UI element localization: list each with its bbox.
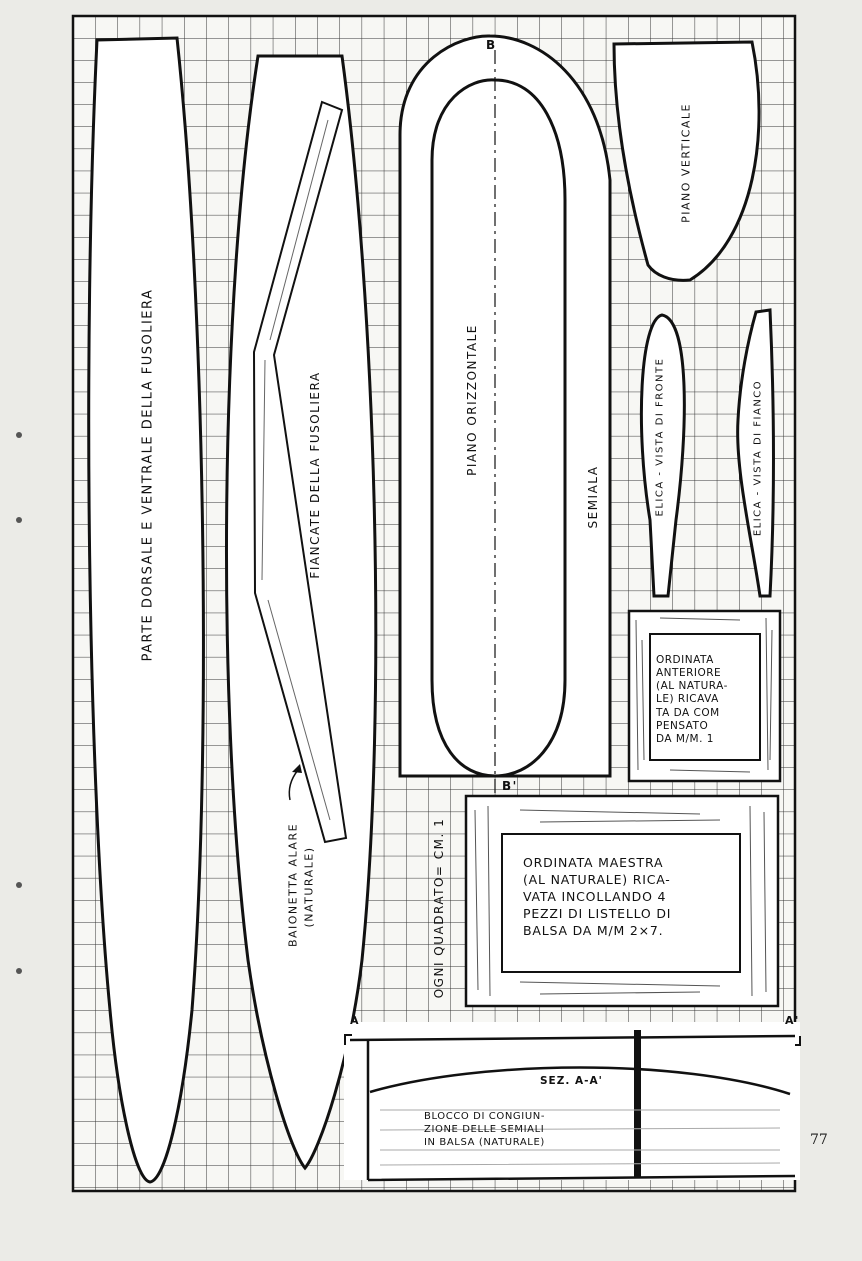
punch-hole [16, 882, 22, 888]
punch-hole [16, 517, 22, 523]
label-grid-scale: OGNI QUADRATO= CM. 1 [432, 817, 446, 999]
label-fuselage-sides: FIANCATE DELLA FUSOLIERA [308, 371, 322, 579]
main-former-caption: ORDINATA MAESTRA (AL NATURALE) RICA- VATA INCOLLANDO 4 PEZZI DI LISTELLO DI BALSA DA M/M 2×7. [523, 855, 672, 938]
marker-a-prime: A' [785, 1014, 800, 1027]
label-vertical-fin: PIANO VERTICALE [679, 103, 693, 223]
marker-a: A [350, 1014, 361, 1027]
label-propeller-front: ELICA - VISTA DI FRONTE [654, 357, 666, 517]
marker-b: B [486, 38, 497, 52]
label-horizontal-stabilizer: PIANO ORIZZONTALE [465, 324, 479, 476]
section-label: SEZ. A-A' [540, 1075, 603, 1087]
punch-hole [16, 968, 22, 974]
punch-hole [16, 432, 22, 438]
horizontal-stabilizer [432, 80, 565, 776]
label-half-wing: SEMIALA [586, 465, 600, 529]
label-bayonet: BAIONETTA ALARE [286, 822, 300, 948]
marker-b-prime: B' [502, 779, 518, 793]
label-dorsal-ventral: PARTE DORSALE E VENTRALE DELLA FUSOLIERA [140, 288, 156, 662]
page-number: 77 [810, 1132, 828, 1148]
front-former-caption: ORDINATA ANTERIORE (AL NATURA- LE) RICAVA TA DA COM PENSATO DA M/M. 1 [656, 654, 728, 745]
joining-block [344, 1022, 800, 1180]
joining-block-caption: BLOCCO DI CONGIUN- ZIONE DELLE SEMIALI IN BALSA (NATURALE) [424, 1111, 546, 1148]
label-bayonet-natural: (NATURALE) [302, 846, 316, 928]
label-propeller-side: ELICA - VISTA DI FIANCO [752, 379, 764, 537]
